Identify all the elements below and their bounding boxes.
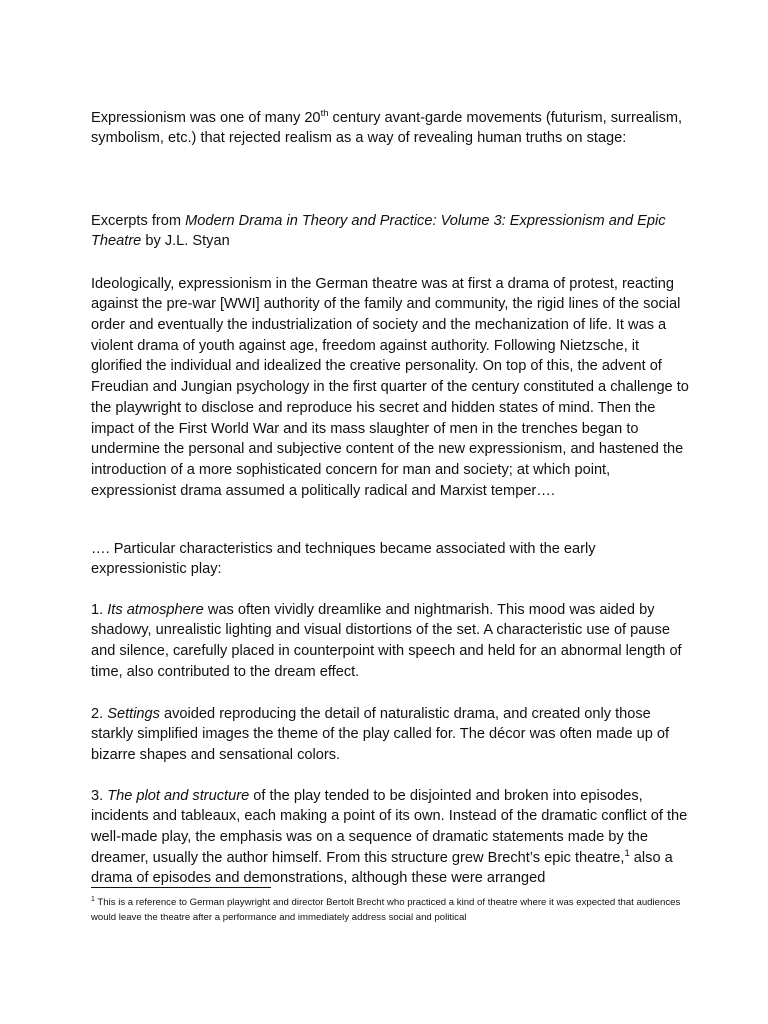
footnote-reference[interactable]: 1 [624,847,630,859]
source-prefix: Excerpts from [91,212,186,229]
footnote [91,895,691,925]
source-author: by J.L. Styan [141,233,230,250]
footnote-mark: 1 [91,895,95,903]
intro-text-a: Expressionism was one of many 20 [91,109,321,126]
source-book-title: Modern Drama in Theory and Practice: Volume 3: Expressionism and Epic Theatre [91,212,666,250]
intro-paragraph [91,108,691,149]
intro-superscript: th [320,107,329,119]
list-item-term: Settings [107,705,160,722]
source-citation [91,211,691,252]
list-item [91,786,691,890]
list-item-number: 1. [91,601,108,618]
list-item-text: avoided reproducing the detail of naturalistic drama, and created only those starkly simplified images the theme of the play called for. The décor was often made up of bizarre shapes and sensational colors. [91,705,670,763]
list-item [91,600,691,683]
list-item-number: 3. [91,787,108,804]
list-item-term: The plot and structure [107,787,250,804]
intro-text-b: century avant-garde movements (futurism, surrealism, symbolism, etc.) that rejected realism as a way of revealing human truths on stage: [91,109,683,147]
list-item-text-continued: also a drama of episodes and demonstrations, although these were arranged [91,849,673,887]
list-item [91,704,691,766]
list-item-term: Its atmosphere [107,601,204,618]
footnote-divider [91,887,271,888]
ideology-paragraph: Ideologically, expressionism in the German theatre was at first a drama of protest, reacting against the pre-war [WWI] authority of the family and community, the rigid lines of the social order and eventually the industrialization of society and the mechanization of life. It was a violent drama of youth against age, freedom against authority. Following Nietzsche, it glorified the individual and idealized the creative personality. On top of this, the advent of Freudian and Jungian psychology in the first quarter of the century constituted a challenge to the playwright to disclose and reproduce his secret and hidden states of mind. Then the impact of the First World War and its mass slaughter of men in the trenches began to undermine the personal and subjective content of the new expressionism, and hastened the introduction of a more sophisticated concern for man and society; at which point, expressionist drama assumed a politically radical and Marxist temper…. [91,275,689,499]
list-item-number: 2. [91,705,108,722]
characteristics-intro-paragraph: …. Particular characteristics and techniques became associated with the early expressionistic play: [91,540,596,578]
list-item-text: of the play tended to be disjointed and broken into episodes, incidents and tableaux, each making a point of its own. Instead of the dramatic conflict of the well-made play, the emphasis was on a sequence of dramatic statements made by the dreamer, usually the author himself. From this structure grew Brecht’s epic theatre, [91,787,688,866]
footnote-text: This is a reference to German playwright and director Bertolt Brecht who practiced a kind of theatre where it was expected that audiences would leave the theatre after a performance and immediately address social and political [91,897,681,923]
list-item-text: was often vividly dreamlike and nightmarish. This mood was aided by shadowy, unrealistic lighting and visual distortions of the set. A characteristic use of pause and silence, carefully placed in counterpoint with speech and held for an abnormal length of time, also contributed to the dream effect. [91,601,682,680]
